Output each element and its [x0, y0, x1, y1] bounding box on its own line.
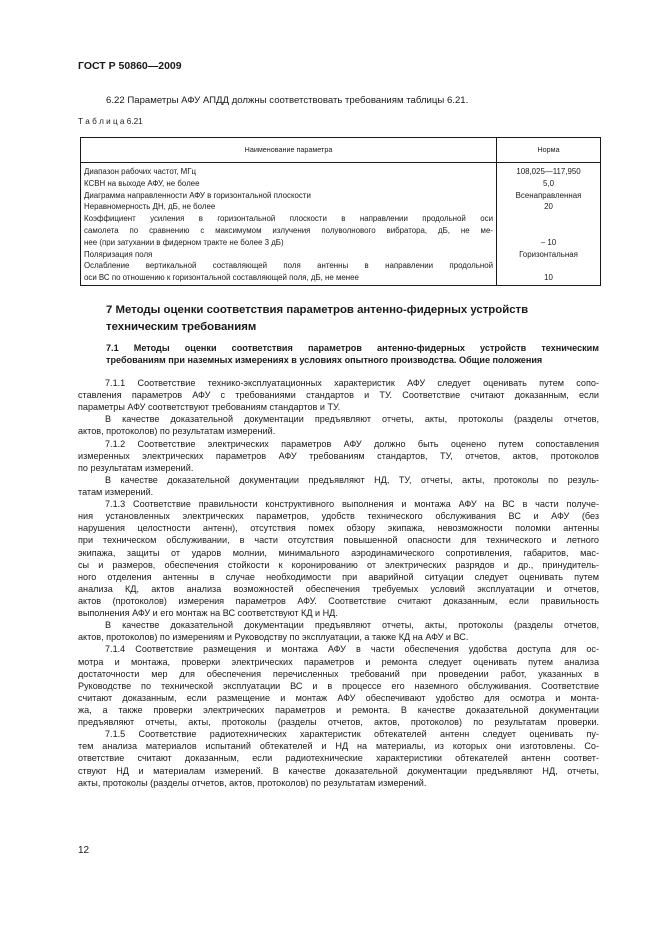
body-line: параметры АФУ соответствуют требованиям стандартов и ТУ. [78, 402, 341, 413]
norm-value: 108,025—117,950 [516, 167, 581, 176]
body-line: татам измерений. [78, 486, 154, 497]
body-line: В качестве доказательной документации предъявляют НД, ТУ, отчеты, акты, протоколы по резуль- [105, 474, 599, 485]
body-line: по результатам измерений. [78, 462, 194, 473]
body-line: актов, протоколов) по результатам измерений. [78, 426, 276, 437]
norm-value: Горизонтальная [519, 249, 578, 259]
body-line: считают доказанным, если размещение и монтаж АФУ обеспечивают удобство для осмотра и монта- [78, 692, 599, 703]
parameter-column [84, 166, 493, 284]
body-line: тем анализа материалов испытаний обтекателей и НД на материалы, из которых они изготовлены. Со- [78, 741, 599, 752]
subsection-title [106, 342, 599, 367]
body-line: актов (протоколов) измерения параметров АФУ. Соответствие считают доказанным, если правильность [78, 595, 599, 606]
table-caption: Т а б л и ц а 6.21 [78, 117, 143, 126]
body-line: мотра и монтажа, проверки электрических параметров и ремонта следует оценивать путем анализа [78, 656, 599, 667]
body-line: анализа КД, актов анализа возможностей обеспечения требуемых условий эксплуатации и отчетов, [78, 583, 599, 594]
page-number: 12 [78, 845, 90, 856]
norm-value: 10 [544, 273, 553, 283]
body-line: Руководстве по технической эксплуатации ВС и в процессе его наземного обслуживания. Соответствие [78, 680, 599, 691]
section-title-line: техническим требованиям [106, 321, 257, 333]
parameter-line: нее (при затухании в фидерном тракте не более 3 дБ) [84, 237, 284, 247]
body-line: В качестве доказательной документации предъявляют отчеты, акты, протоколы (разделы отчетов, [105, 414, 599, 425]
subsection-title-line: требованиям при наземных измерениях в условиях опытного производства. Общие положения [106, 355, 543, 366]
body-line: жа, а также проверки электрических параметров и ремонта. В качестве доказательной документации [78, 704, 599, 715]
parameter-line: Поляризация поля [84, 249, 153, 259]
body-line: актов, протоколов) по измерениям и Руководству по эксплуатации, а также КД на АФУ и ВС. [78, 632, 469, 643]
subsection-title-line: 7.1 Методы оценки соответствия параметров антенно-фидерных устройств техническим [106, 343, 599, 353]
norm-value [497, 225, 600, 237]
parameter-line: оси ВС по отношению к горизонтальной составляющей поля, дБ, не менее [84, 273, 359, 283]
parameter-line: КСВН на выходе АФУ, не более [84, 178, 200, 188]
document-header: ГОСТ Р 50860—2009 [78, 60, 182, 72]
parameter-line: Ослабление вертикальной составляющей поля антенны в направлении продольной [84, 261, 493, 271]
body-line: измеренных электрических параметров АФУ требованиям стандартов, ТУ, отчетов, актов, протоколов [78, 450, 599, 461]
section-title-line: 7 Методы оценки соответствия параметров антенно-фидерных устройств [106, 304, 529, 316]
body-line: ния установленных электрических параметров, удобств технического обслуживания ВС и АФУ (без [78, 511, 599, 522]
parameter-line: Неравномерность ДН, дБ, не более [84, 202, 216, 212]
norm-value [497, 213, 600, 225]
parameter-line: Диапазон рабочих частот, МГц [84, 167, 197, 176]
parameter-line: Коэффициент усиления в горизонтальной плоскости в направлении продольной оси [84, 214, 493, 224]
body-line: ного отделения антенны в случае необходимости при аварийной ситуации следует оценивать путем [78, 571, 599, 582]
body-line: при техническом обслуживании, в части отсутствия повышенной опасности для технического и летного [78, 535, 599, 546]
parameter-line: самолета по сравнению с максимумом излучения полуволнового вибратора, дБ, не ме- [84, 225, 493, 235]
intro-paragraph: 6.22 Параметры АФУ АПДД должны соответствовать требованиям таблицы 6.21. [106, 95, 469, 106]
column-header-parameter: Наименование параметра [244, 145, 333, 154]
body-line: В качестве доказательной документации предъявляют отчеты, акты, протоколы (разделы отчетов, [105, 620, 599, 631]
body-line: ставления параметров АФУ с требованиями стандартов и ТУ. Соответствие считают доказанным, если [78, 390, 599, 401]
norm-value [497, 260, 600, 272]
body-line: выполнения АФУ и его монтаж на ВС соответствуют КД и НД. [78, 608, 338, 619]
section-title [106, 302, 606, 336]
norm-column [497, 166, 600, 284]
norm-value: 5,0 [543, 178, 554, 188]
body-line: достаточности мер для обеспечения перечисленных требований при проведении работ, указанных в [78, 668, 599, 679]
norm-value: Всенаправленная [515, 190, 582, 200]
body-line: 7.1.4 Соответствие размещения и монтажа АФУ в части обеспечения удобства доступа для ос- [105, 644, 599, 655]
body-line: 7.1.5 Соответствие радиотехнических характеристик обтекателей антенн следует оценивать пу- [105, 729, 599, 740]
body-line: предъявляют отчеты, акты, протоколы (разделы отчетов, актов, протоколов) по результатам проверки. [78, 717, 599, 728]
parameter-line: Диаграмма направленности АФУ в горизонтальной плоскости [84, 190, 311, 200]
body-line: сы и размеров, обеспечения стойкости к коронированию от электрических разрядов и др., принудитель- [78, 559, 599, 570]
body-line: 7.1.2 Соответствие электрических параметров АФУ должно быть оценено путем сопоставления [105, 438, 599, 449]
norm-value: 20 [544, 202, 553, 212]
body-line: акты, протоколы (разделы отчетов, актов, протоколов) по результатам измерений. [78, 777, 427, 788]
body-line: ответствие считают доказанным, если радиотехнические характеристики обтекателей антенн соответ- [78, 753, 599, 764]
body-line: экипажа, защиты от ударов молнии, минимального аэродинамического сопротивления, габаритов, мас- [78, 547, 599, 558]
table-header-divider [81, 162, 600, 163]
body-line: 7.1.1 Соответствие технико-эксплуатационных характеристик АФУ следует оценивать путем сопо- [105, 378, 599, 388]
body-line: нарушения целостности антенн), отсутствия помех обзору экипажа, невозможности поломки антенны [78, 523, 599, 534]
column-header-norm: Норма [537, 145, 560, 154]
body-text [78, 377, 599, 789]
norm-value: – 10 [540, 237, 557, 247]
body-line: 7.1.3 Соответствие правильности конструктивного выполнения и монтажа АФУ на ВС в части получе- [105, 499, 599, 510]
parameters-table [80, 137, 601, 286]
body-line: ствуют НД и материалам измерений. В качестве доказательной документации предъявляют НД, отчеты, [78, 765, 599, 776]
